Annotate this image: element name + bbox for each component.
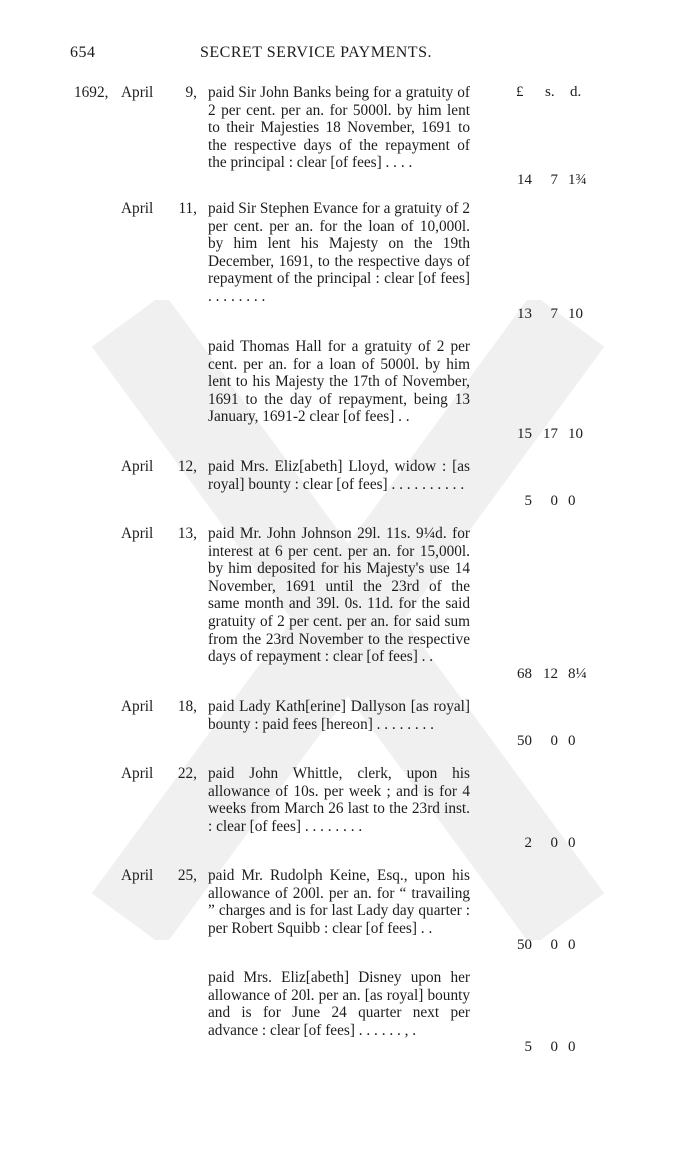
- entry-month: April: [121, 84, 154, 101]
- entry-row: [0, 200, 674, 324]
- entry-row: [0, 338, 674, 444]
- entry-month: April: [121, 765, 154, 782]
- entry-text: paid Mrs. Eliz[abeth] Disney upon her allowance of 20l. per an. [as royal] bounty and is for June 24 quarter next per advance : clear [of fees] . . . . . . , .: [208, 969, 470, 1039]
- entry-text: paid Mr. John Johnson 29l. 11s. 9¼d. for interest at 6 per cent. per an. for 15,000l. by him deposited for his Majesty's use 14 November, 1691 until the 23rd of the same month and 39l. 0s. 11d. for the said gratuity of 2 per cent. per an. for said sum from the 23rd November to the respective days of repayment : clear [of fees] . .: [208, 525, 470, 666]
- entry-year: 1692,: [74, 84, 109, 101]
- entry-pounds: 14: [517, 172, 532, 189]
- entry-row: [0, 698, 674, 751]
- entry-shillings: 0: [550, 937, 558, 954]
- entry-text: paid John Whittle, clerk, upon his allowance of 10s. per week ; and is for 4 weeks from March 26 last to the 23rd inst. : clear [of fees] . . . . . . . .: [208, 765, 470, 835]
- entry-pounds: 15: [517, 426, 532, 443]
- entry-pence: 0: [568, 937, 576, 954]
- entry-pounds: 2: [524, 835, 532, 852]
- entry-day: 9,: [185, 84, 197, 101]
- entry-pounds: 68: [517, 666, 532, 683]
- entry-row: [0, 867, 674, 955]
- entry-shillings: 0: [550, 1039, 558, 1056]
- entry-row: [0, 525, 674, 684]
- entry-pence: 0: [568, 733, 576, 750]
- entry-text: paid Mrs. Eliz[abeth] Lloyd, widow : [as royal] bounty : clear [of fees] . . . . . . . . . .: [208, 458, 470, 493]
- entry-pence: 8¼: [568, 666, 587, 683]
- entry-day: 13,: [177, 525, 197, 542]
- page-number: 654: [70, 44, 96, 61]
- entry-pence: 0: [568, 493, 576, 510]
- entry-text: paid Lady Kath[erine] Dallyson [as royal] bounty : paid fees [hereon] . . . . . . . .: [208, 698, 470, 733]
- entry-shillings: 7: [550, 172, 558, 189]
- entry-day: 22,: [177, 765, 197, 782]
- entry-shillings: 12: [543, 666, 558, 683]
- entry-shillings: 0: [550, 835, 558, 852]
- entry-row: [0, 969, 674, 1057]
- entry-pounds: 50: [517, 733, 532, 750]
- entry-pounds: 50: [517, 937, 532, 954]
- entry-text: paid Sir Stephen Evance for a gratuity of 2 per cent. per an. for the loan of 10,000l. by him lent his Majesty on the 19th December, 1691, to the respective days of repayment of the principal : clear [of fees] . . . . . . . .: [208, 200, 470, 305]
- entry-row: [0, 458, 674, 511]
- entry-row: [0, 765, 674, 853]
- entry-pence: 1¾: [568, 172, 587, 189]
- entry-shillings: 0: [550, 733, 558, 750]
- entry-month: April: [121, 458, 154, 475]
- entry-month: April: [121, 525, 154, 542]
- page-title: SECRET SERVICE PAYMENTS.: [200, 44, 432, 61]
- entry-day: 11,: [178, 200, 197, 217]
- entry-pounds: 5: [524, 1039, 532, 1056]
- pounds-column-header: £: [516, 84, 524, 100]
- entries-list: [0, 84, 674, 1057]
- shillings-column-header: s.: [545, 84, 555, 100]
- entry-day: 12,: [177, 458, 197, 475]
- entry-pence: 0: [568, 835, 576, 852]
- entry-pence: 0: [568, 1039, 576, 1056]
- entry-shillings: 0: [550, 493, 558, 510]
- entry-month: April: [121, 698, 154, 715]
- entry-pence: 10: [568, 426, 583, 443]
- entry-text: paid Thomas Hall for a gratuity of 2 per cent. per an. for a loan of 5000l. by him lent to his Majesty the 17th of November, 1691 to the day of repayment, being 13 January, 1691-2 clear [of fees] . .: [208, 338, 470, 426]
- entry-pence: 10: [568, 306, 583, 323]
- pence-column-header: d.: [570, 84, 582, 100]
- entry-text: paid Sir John Banks being for a gratuity of 2 per cent. per an. for 5000l. by him lent to their Majesties 18 November, 1691 to the respective days of the repayment of the principal : clear [of fees] . . . .: [208, 84, 470, 172]
- entry-shillings: 17: [543, 426, 558, 443]
- entry-text: paid Mr. Rudolph Keine, Esq., upon his allowance of 200l. per an. for “ travailing ” charges and is for last Lady day quarter : per Robert Squibb : clear [of fees] . .: [208, 867, 470, 937]
- entry-pounds: 5: [524, 493, 532, 510]
- entry-shillings: 7: [550, 306, 558, 323]
- entry-day: 25,: [177, 867, 197, 884]
- entry-month: April: [121, 200, 154, 217]
- entry-pounds: 13: [517, 306, 532, 323]
- entry-day: 18,: [177, 698, 197, 715]
- entry-row: [0, 84, 674, 190]
- entry-month: April: [121, 867, 154, 884]
